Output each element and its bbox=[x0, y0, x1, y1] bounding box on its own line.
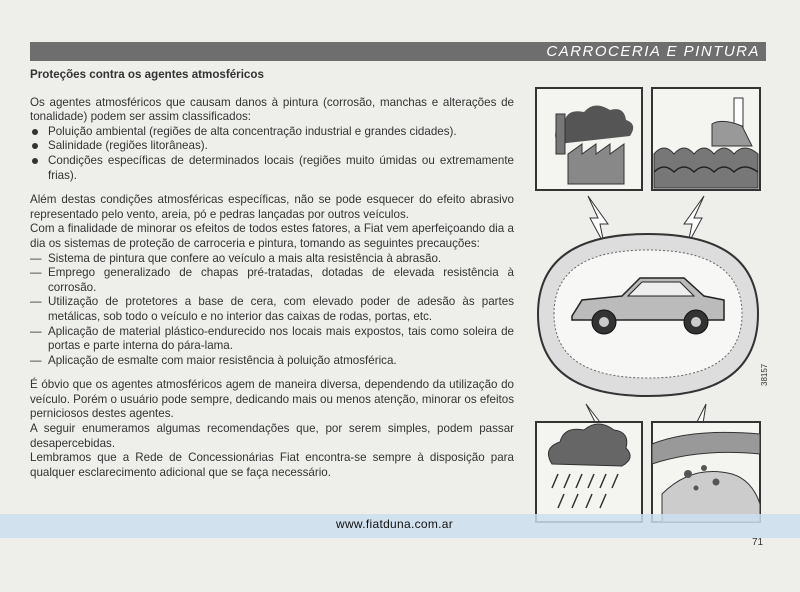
paragraph-usage: É óbvio que os agentes atmosféricos agem de maneira diversa, dependendo da utilização do veículo. Porém o usuário pode sempre, dedicando mais ou menos atenção, minorar os efeitos perniciosos destes agentes. bbox=[30, 378, 514, 421]
paragraph-recommendations: A seguir enumeramos algumas recomendações que, por serem simples, podem passar desapercebidas. bbox=[30, 422, 514, 450]
article-title: Proteções contra os agentes atmosféricos bbox=[30, 68, 264, 81]
precaution-item: — Aplicação de esmalte com maior resistência à poluição atmosférica. bbox=[30, 354, 514, 369]
precaution-item: — Emprego generalizado de chapas pré-tratadas, dotadas de elevada resistência à corrosão. bbox=[30, 266, 514, 295]
factory-icon bbox=[568, 144, 624, 184]
precaution-item: — Utilização de protetores a base de cera, com elevado poder de adesão às partes metálicas, sob todo o veículo e no interior das caixas de rodas, portas, etc. bbox=[30, 295, 514, 324]
paragraph-precautions-intro: Com a finalidade de minorar os efeitos de todos estes fatores, a Fiat vem aperfeiçoando dia a dia os sistemas de proteção de carroceria e pintura, tomando as seguintes precauções: bbox=[30, 222, 514, 250]
bullet-item: Poluição ambiental (regiões de alta concentração industrial e grandes cidades). bbox=[30, 125, 514, 140]
page-number: 71 bbox=[752, 537, 764, 548]
section-header-bar bbox=[30, 42, 766, 61]
bullet-item: Salinidade (regiões litorâneas). bbox=[30, 139, 514, 154]
illustration-svg bbox=[528, 84, 768, 524]
section-title: CARROCERIA E PINTURA bbox=[546, 43, 760, 60]
article-body bbox=[30, 68, 514, 480]
protection-illustration bbox=[528, 84, 768, 524]
website-link[interactable]: www.fiatduna.com.ar bbox=[336, 517, 454, 531]
bullet-list bbox=[30, 125, 514, 183]
chimney-icon bbox=[556, 114, 565, 154]
paragraph-abrasion: Além destas condições atmosféricas específicas, não se pode esquecer do efeito abrasivo representado pelo vento, areia, pó e pedras lançadas por outros veículos. bbox=[30, 193, 514, 221]
precaution-item: — Aplicação de material plástico-endurecido nos locais mais expostos, tais como soleira de portas e parte interna do pára-lama. bbox=[30, 325, 514, 354]
illustration-code: 38157 bbox=[760, 363, 769, 386]
intro-paragraph: Os agentes atmosféricos que causam danos à pintura (corrosão, manchas e alterações de tonalidade) podem ser assim classificados: bbox=[30, 95, 514, 124]
bullet-item: Condições específicas de determinados locais (regiões muito úmidas ou extremamente frias). bbox=[30, 154, 514, 183]
paragraph-dealers: Lembramos que a Rede de Concessionárias Fiat encontra-se sempre à disposição para qualquer esclarecimento adicional que se faça necessário. bbox=[30, 451, 514, 479]
precaution-item: — Sistema de pintura que confere ao veículo a mais alta resistência à abrasão. bbox=[30, 252, 514, 267]
precautions-list bbox=[30, 252, 514, 369]
